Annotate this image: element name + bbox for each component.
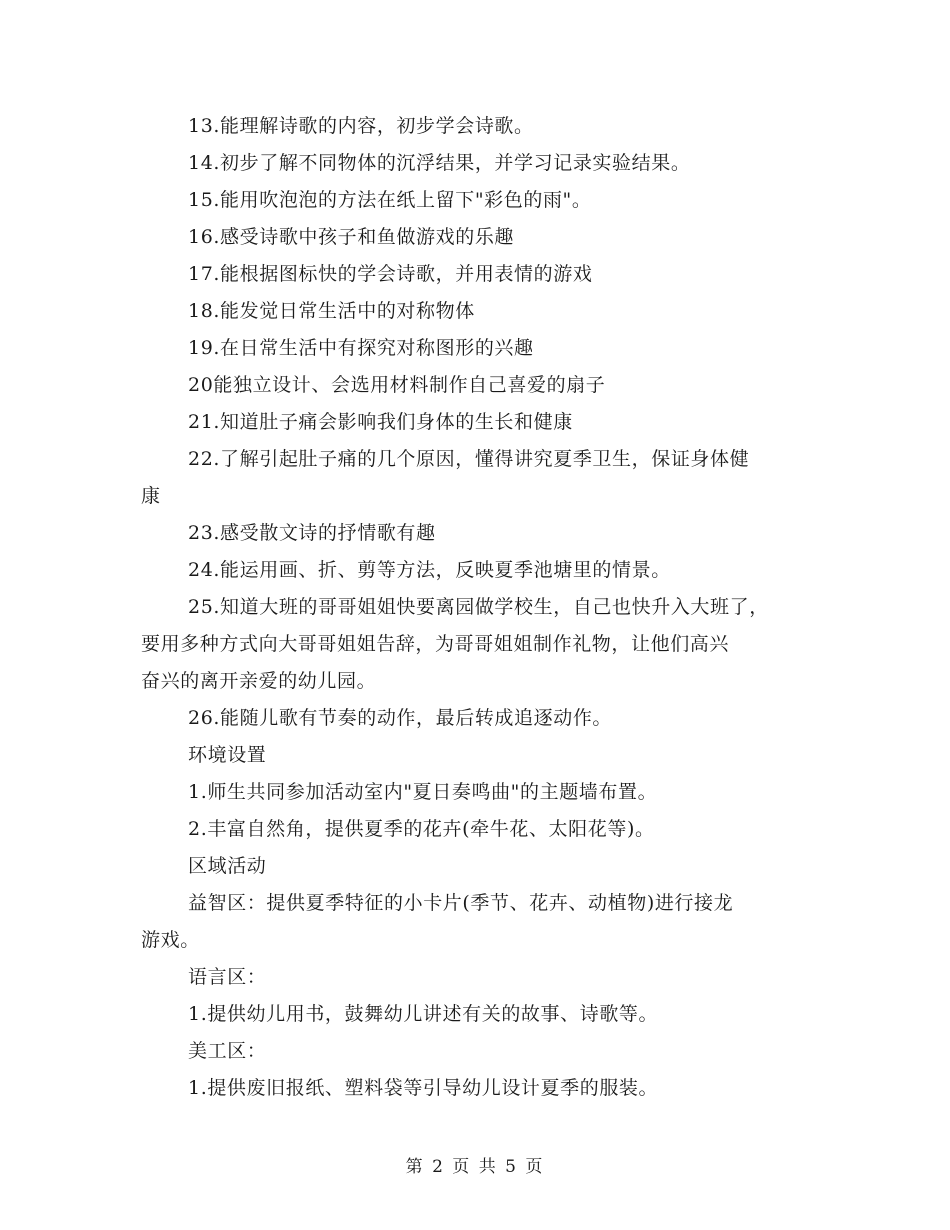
section-heading: 环境设置 — [188, 744, 267, 766]
text-line: 奋兴的离开亲爱的幼儿园。 — [141, 670, 377, 692]
text-line: 17.能根据图标快的学会诗歌，并用表情的游戏 — [188, 263, 593, 285]
text-line: 23.感受散文诗的抒情歌有趣 — [188, 522, 436, 544]
text-line: 25.知道大班的哥哥姐姐快要离园做学校生，自己也快升入大班了， — [188, 596, 769, 618]
subsection-heading: 美工区： — [188, 1040, 267, 1062]
text-line: 康 — [141, 485, 161, 507]
text-line: 22.了解引起肚子痛的几个原因，懂得讲究夏季卫生，保证身体健 — [188, 448, 750, 470]
text-line: 26.能随儿歌有节奏的动作，最后转成追逐动作。 — [188, 707, 613, 729]
text-line: 24.能运用画、折、剪等方法，反映夏季池塘里的情景。 — [188, 559, 671, 581]
text-line: 1.师生共同参加活动室内"夏日奏鸣曲"的主题墙布置。 — [188, 781, 658, 803]
text-line: 益智区：提供夏季特征的小卡片(季节、花卉、动植物)进行接龙 — [188, 892, 734, 914]
text-line: 1.提供废旧报纸、塑料袋等引导幼儿设计夏季的服装。 — [188, 1077, 659, 1099]
text-line: 2.丰富自然角，提供夏季的花卉(牵牛花、太阳花等)。 — [188, 818, 655, 840]
text-line: 游戏。 — [141, 929, 200, 951]
text-line: 16.感受诗歌中孩子和鱼做游戏的乐趣 — [188, 226, 515, 248]
text-line: 15.能用吹泡泡的方法在纸上留下"彩色的雨"。 — [188, 189, 592, 211]
page-number-footer: 第 2 页 共 5 页 — [405, 1157, 545, 1177]
text-line: 19.在日常生活中有探究对称图形的兴趣 — [188, 337, 534, 359]
subsection-heading: 语言区： — [188, 966, 267, 988]
text-line: 20能独立设计、会选用材料制作自己喜爱的扇子 — [188, 374, 606, 396]
text-line: 1.提供幼儿用书，鼓舞幼儿讲述有关的故事、诗歌等。 — [188, 1003, 659, 1025]
document-body — [141, 108, 821, 1107]
text-line: 18.能发觉日常生活中的对称物体 — [188, 300, 475, 322]
section-heading: 区域活动 — [188, 855, 267, 877]
text-line: 13.能理解诗歌的内容，初步学会诗歌。 — [188, 115, 534, 137]
text-line: 要用多种方式向大哥哥姐姐告辞，为哥哥姐姐制作礼物，让他们高兴 — [141, 633, 730, 655]
text-line: 21.知道肚子痛会影响我们身体的生长和健康 — [188, 411, 573, 433]
text-line: 14.初步了解不同物体的沉浮结果，并学习记录实验结果。 — [188, 152, 691, 174]
